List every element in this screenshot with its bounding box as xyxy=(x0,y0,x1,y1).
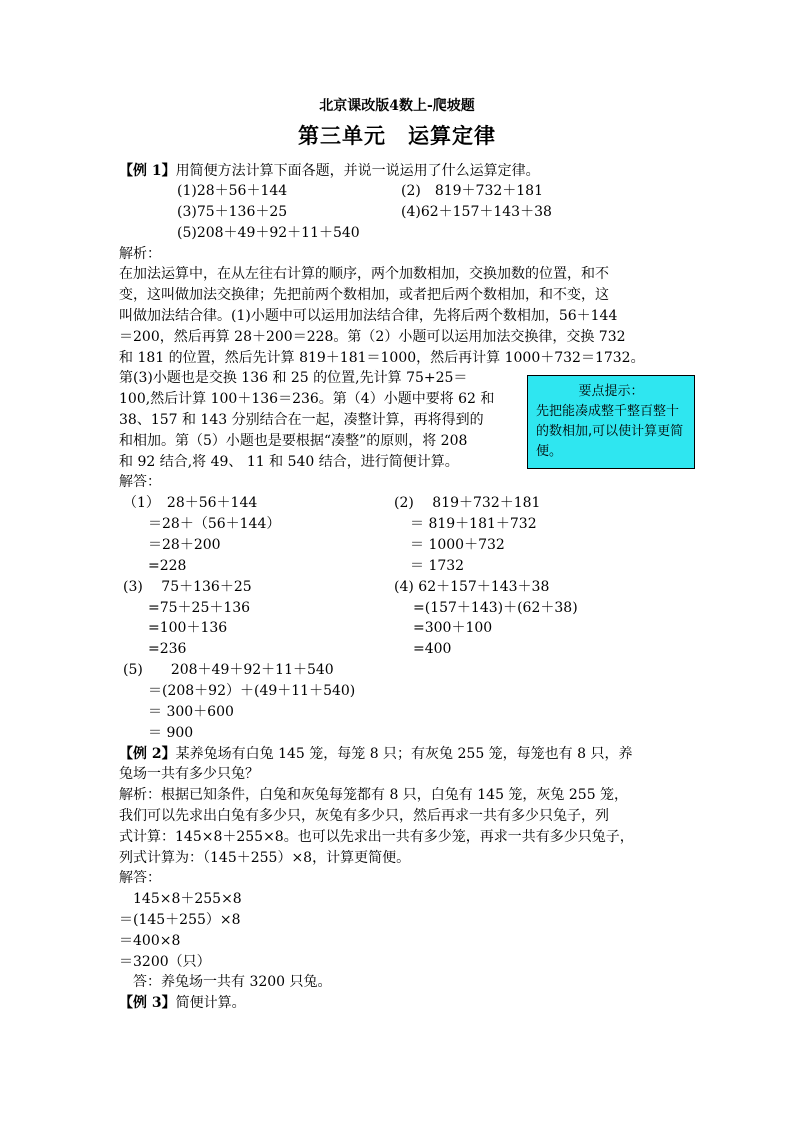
problem-4: (4)62＋157＋143＋38 xyxy=(401,204,552,220)
solution4-line: =400 xyxy=(413,641,452,657)
solution3-line: =236 xyxy=(148,641,187,657)
analysis-line: 和相加。第（5）小题也是要根据“凑整”的原则，将 208 xyxy=(119,433,468,449)
problem-2: (2) 819＋732＋181 xyxy=(401,183,543,199)
solution5-line: ＝(208＋92）＋(49＋11＋540) xyxy=(148,683,356,699)
example3-heading xyxy=(119,993,246,1013)
solution2-line: ＝ 1000＋732 xyxy=(410,537,505,553)
solution4-line: (4) 62＋157＋143＋38 xyxy=(394,579,550,595)
example2-prompt-continued: 兔场一共有多少只兔？ xyxy=(119,766,259,782)
solution3-line: (3) 75＋136＋25 xyxy=(123,579,252,595)
solution1-line: ＝28＋（56＋144） xyxy=(148,516,281,532)
example1-prompt: 用简便方法计算下面各题，并说一说运用了什么运算定律。 xyxy=(175,163,540,179)
unit-title: 第三单元 运算定律 xyxy=(298,123,496,148)
solution1-line: =228 xyxy=(148,558,187,574)
solution5-line: ＝ 900 xyxy=(148,725,194,741)
example2-answer-label: 解答： xyxy=(119,870,161,886)
example2-analysis-line: 解析：根据已知条件，白兔和灰兔每笼都有 8 只，白兔有 145 笼，灰兔 255 笼， xyxy=(119,787,629,803)
example2-analysis-line: 我们可以先求出白兔有多少只，灰兔有多少只，然后再求一共有多少只兔子，列 xyxy=(119,808,609,824)
solution2-line: ＝ 1732 xyxy=(410,558,465,574)
solution3-line: =100＋136 xyxy=(148,620,228,636)
solution5-line: (5) 208＋49＋92＋11＋540 xyxy=(123,662,334,678)
analysis-line: 100,然后计算 100＋136＝236。第（4）小题中要将 62 和 xyxy=(119,391,495,407)
solution1-line: （1） 28＋56＋144 xyxy=(123,495,258,511)
tip-box xyxy=(527,375,695,469)
analysis-line: 变，这叫做加法交换律；先把前两个数相加，或者把后两个数相加，和不变，这 xyxy=(119,287,609,303)
solution2-line: ＝ 819＋181＋732 xyxy=(410,516,537,532)
example1-heading xyxy=(119,161,540,181)
problem-5: (5)208＋49＋92＋11＋540 xyxy=(177,225,360,241)
analysis-line: ＝200，然后再算 28＋200＝228。第（2）小题可以运用加法交换律，交换 732 xyxy=(119,329,626,345)
analysis-line: 在加法运算中，在从左往右计算的顺序，两个加数相加，交换加数的位置，和不 xyxy=(119,266,609,282)
example3-prompt: 简便计算。 xyxy=(175,995,246,1011)
example2-solution-line: ＝3200（只） xyxy=(119,954,211,970)
example1-answer-label: 解答： xyxy=(119,474,161,490)
analysis-line: 38、157 和 143 分别结合在一起，凑整计算，再将得到的 xyxy=(119,412,484,428)
example2-solution-line: ＝(145＋255）×8 xyxy=(119,912,241,928)
tip-title: 要点提示： xyxy=(578,384,644,399)
solution1-line: ＝28＋200 xyxy=(148,537,221,553)
solution3-line: =75＋25＋136 xyxy=(148,600,251,616)
example2-solution-line: 145×8＋255×8 xyxy=(119,891,242,907)
analysis-line: 和 92 结合,将 49、 11 和 540 结合，进行简便计算。 xyxy=(119,454,459,470)
example3-label: 【例 3】 xyxy=(119,995,176,1011)
example2-prompt: 某养兔场有白兔 145 笼，每笼 8 只；有灰兔 255 笼，每笼也有 8 只，养 xyxy=(175,746,633,762)
analysis-line: 和 181 的位置，然后先计算 819＋181＝1000，然后再计算 1000＋732＝1732。 xyxy=(119,350,645,366)
problem-3: (3)75＋136＋25 xyxy=(177,204,288,220)
solution2-line: (2) 819＋732＋181 xyxy=(394,495,541,511)
problem-1: (1)28＋56＋144 xyxy=(177,183,288,199)
solution5-line: ＝ 300＋600 xyxy=(148,704,234,720)
tip-body: 先把能凑成整千整百整十的数相加,可以使计算更简便。 xyxy=(536,404,684,459)
analysis-line: 叫做加法结合律。(1)小题中可以运用加法结合律，先将后两个数相加，56＋144 xyxy=(119,308,618,324)
solution4-line: =(157＋143)＋(62＋38) xyxy=(413,600,578,616)
example1-analysis-label: 解析： xyxy=(119,246,161,262)
example2-analysis-line: 列式计算为：（145＋255）×8，计算更简便。 xyxy=(119,850,411,866)
solution4-line: =300＋100 xyxy=(413,620,493,636)
analysis-line: 第(3)小题也是交换 136 和 25 的位置,先计算 75+25＝ xyxy=(119,370,468,386)
example2-solution-line: ＝400×8 xyxy=(119,933,181,949)
document-subtitle: 北京课改版4数上-爬坡题 xyxy=(319,98,475,114)
example2-analysis-line: 式计算：145×8＋255×8。也可以先求出一共有多少笼，再求一共有多少只兔子， xyxy=(119,829,634,845)
example2-label: 【例 2】 xyxy=(119,746,176,762)
example2-answer-sentence: 答：养兔场一共有 3200 只兔。 xyxy=(119,974,332,990)
example1-label: 【例 1】 xyxy=(119,163,176,179)
example2-heading xyxy=(119,744,632,764)
